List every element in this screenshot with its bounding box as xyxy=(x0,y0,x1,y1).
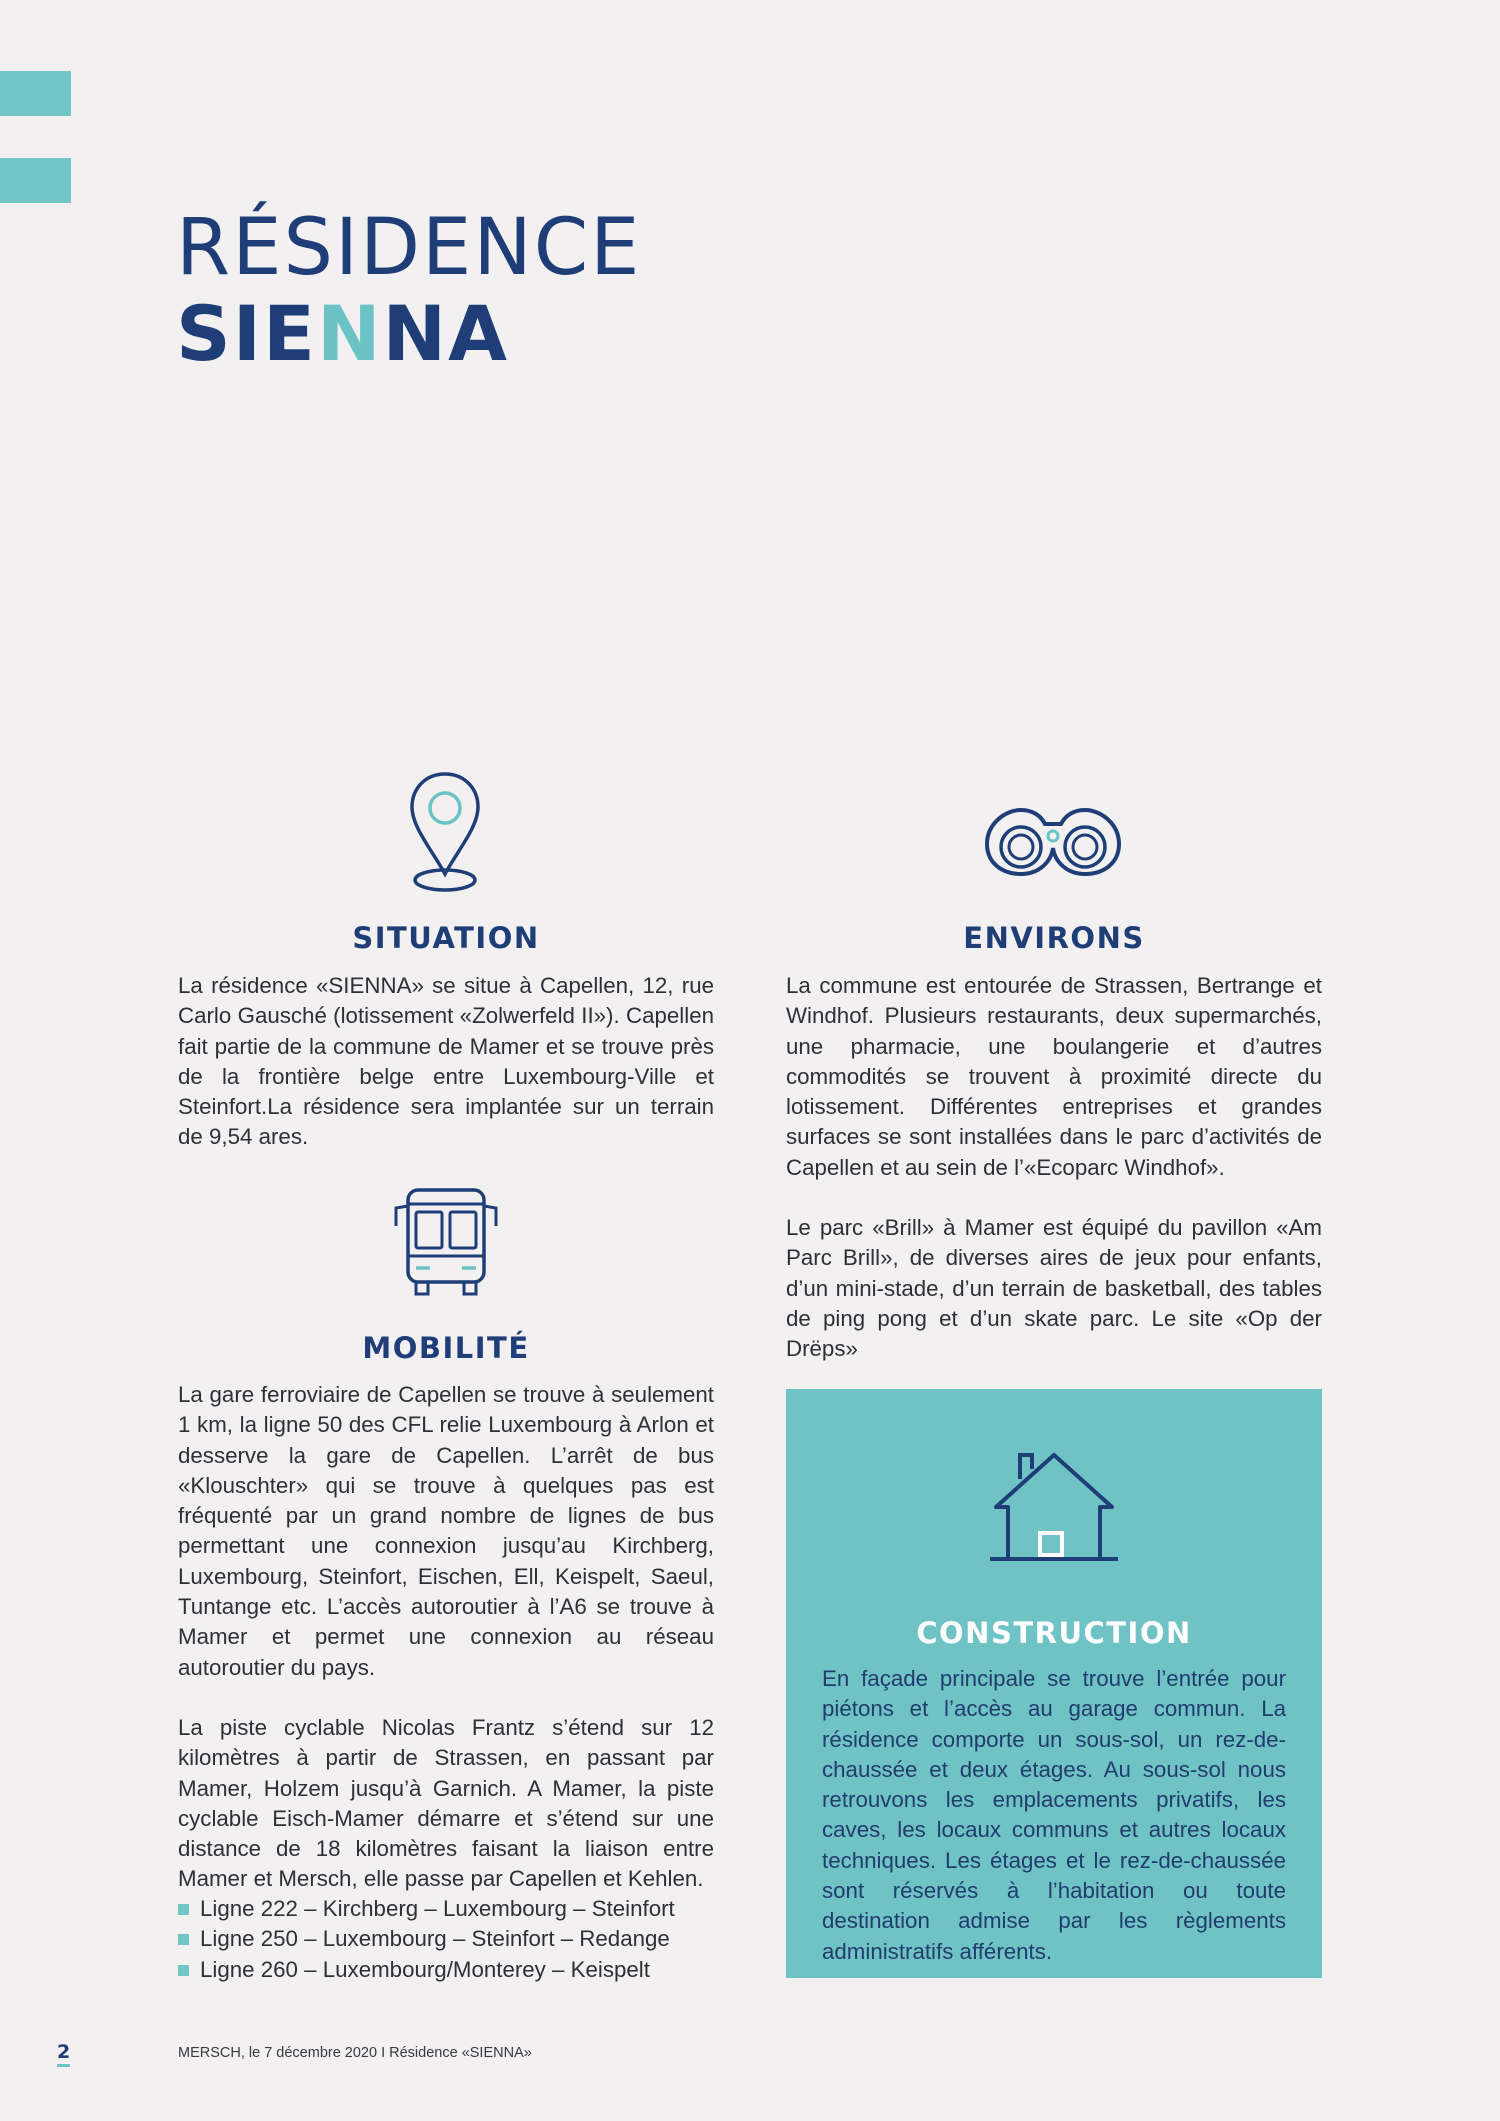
title-line-2 xyxy=(176,291,641,377)
bus-line-text: Ligne 260 – Luxembourg/Monterey – Keispelt xyxy=(200,1956,650,1982)
title-part-a: SIE xyxy=(176,289,317,378)
environs-paragraph-2: Le parc «Brill» à Mamer est équipé du pavillon «Am Parc Brill», de diverses aires de jeux pour enfants, d’un mini-stade, d’un terrain de basketball, des tables de ping pong et d’un skate parc. Le site «Op der Drëps» xyxy=(786,1215,1322,1362)
mobilite-text xyxy=(178,1380,714,1895)
bullet-square-icon xyxy=(178,1934,189,1945)
mobilite-paragraph-2: La piste cyclable Nicolas Frantz s’étend sur 12 kilomètres à partir de Strassen, en passant par Mamer, Holzem jusqu’à Garnich. A Mamer, la piste cyclable Eisch-Mamer démarre et s’étend sur une distance de 18 kilomètres faisant la liaison entre Mamer et Mersch, elle passe par Capellen et Kehlen. xyxy=(178,1714,714,1892)
bus-line-text: Ligne 250 – Luxembourg – Steinfort – Redange xyxy=(200,1926,670,1952)
construction-card xyxy=(786,1389,1322,1978)
construction-heading: CONSTRUCTION xyxy=(916,1616,1192,1650)
title-line-1: RÉSIDENCE xyxy=(176,203,642,293)
environs-text xyxy=(786,971,1322,1365)
mobilite-paragraph-1: La gare ferroviaire de Capellen se trouve à seulement 1 km, la ligne 50 des CFL relie Luxembourg à Arlon et desserve la gare de Capellen. L’arrêt de bus «Klouschter» qui se trouve à quelques pas est fréquenté par un grand nombre de lignes de bus permettant une connexion jusqu’au Kirchberg, Luxembourg, Steinfort, Eischen, Ell, Keispelt, Saeul, Tuntange etc. L’accès autoroutier à l’A6 se trouve à Mamer et permet une connexion au réseau autoroutier du pays. xyxy=(178,1382,714,1680)
mobilite-heading: MOBILITÉ xyxy=(362,1331,530,1365)
bullet-square-icon xyxy=(178,1965,189,1976)
construction-text xyxy=(822,1664,1286,1967)
page-title xyxy=(176,205,641,377)
location-pin-icon xyxy=(405,770,485,894)
title-accent-letter: N xyxy=(316,289,383,378)
situation-paragraph: La résidence «SIENNA» se situe à Capellen, 12, rue Carlo Gausché (lotissement «Zolwerfeld II»). Capellen fait partie de la commune de Mamer et se trouve près de la frontière belge entre Luxembourg-Ville et Steinfort.La résidence sera implantée sur un terrain de 9,54 ares. xyxy=(178,973,714,1150)
situation-heading: SITUATION xyxy=(352,921,540,955)
environs-paragraph-1: La commune est entourée de Strassen, Bertrange et Windhof. Plusieurs restaurants, deux supermarchés, une pharmacie, une boulangerie et d’autres commodités se trouvent à proximité directe du lotissement. Différentes entreprises et grandes surfaces se sont installées dans le parc d’activités de Capellen et au sein de l’«Ecoparc Windhof». xyxy=(786,973,1322,1180)
corner-tab-bottom xyxy=(0,158,71,203)
corner-tab-top xyxy=(0,71,71,116)
list-item xyxy=(178,1894,675,1924)
situation-text xyxy=(178,971,714,1153)
bus-lines-list xyxy=(178,1894,675,1985)
list-item xyxy=(178,1955,675,1985)
page-number: 2 xyxy=(57,2040,70,2067)
house-icon xyxy=(986,1449,1122,1565)
bus-icon xyxy=(390,1186,502,1298)
title-part-b: NA xyxy=(382,289,509,378)
footer-text: MERSCH, le 7 décembre 2020 I Résidence «SIENNA» xyxy=(178,2045,532,2061)
bus-line-text: Ligne 222 – Kirchberg – Luxembourg – Steinfort xyxy=(200,1896,675,1921)
construction-paragraph: En façade principale se trouve l’entrée pour piétons et l’accès au garage commun. La résidence comporte un sous-sol, un rez-de-chaussée et deux étages. Au sous-sol nous retrouvons les emplacements privatifs, les caves, les locaux communs et autres locaux techniques. Les étages et le rez-de-chaussée sont réservés à l’habitation ou toute destination admise par les règlements administratifs afférents. xyxy=(822,1666,1286,1964)
environs-heading: ENVIRONS xyxy=(963,921,1145,955)
binoculars-icon xyxy=(975,800,1131,880)
bullet-square-icon xyxy=(178,1904,189,1915)
list-item xyxy=(178,1924,675,1954)
